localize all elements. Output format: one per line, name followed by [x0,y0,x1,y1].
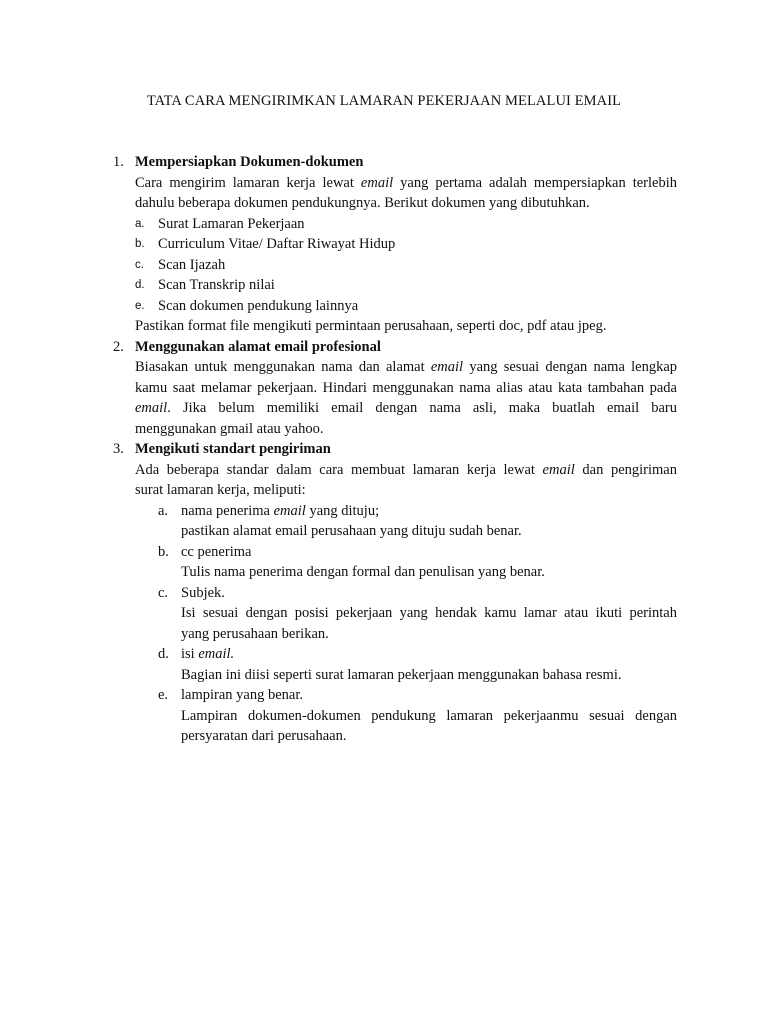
list-item-description: pastikan alamat email perusahaan yang dituju sudah benar. [181,523,522,539]
section-heading: Menggunakan alamat email profesional [135,339,381,355]
section-heading: Mempersiapkan Dokumen-dokumen [135,154,364,170]
paragraph-line: menggunakan gmail atau yahoo. [135,421,324,437]
list-item-description: yang perusahaan berikan. [181,626,329,642]
list-marker: c. [158,585,169,601]
list-marker: e. [158,687,169,703]
list-item-description: Tulis nama penerima dengan formal dan penulisan yang benar. [181,564,545,580]
list-marker: b. [158,544,169,560]
paragraph-line: surat lamaran kerja, meliputi: [135,482,306,498]
document-title: TATA CARA MENGIRIMKAN LAMARAN PEKERJAAN MELALUI EMAIL [146,93,622,109]
list-item-title: Subjek. [181,585,225,601]
list-marker: b. [135,238,145,250]
list-item: Scan Transkrip nilai [158,277,275,293]
list-item: Scan Ijazah [158,257,226,273]
paragraph-line: Pastikan format file mengikuti permintaan perusahaan, seperti doc, pdf atau jpeg. [135,318,607,334]
list-marker: d. [158,646,169,662]
paragraph-line: kamu saat melamar pekerjaan. Hindari menggunakan nama alias atau kata tambahan pada [135,380,677,396]
paragraph-line: Ada beberapa standar dalam cara membuat lamaran kerja lewat email dan pengiriman [135,462,677,478]
paragraph-line: Biasakan untuk menggunakan nama dan alamat email yang sesuai dengan nama lengkap [135,359,678,375]
paragraph-line: dahulu beberapa dokumen pendukungnya. Berikut dokumen yang dibutuhkan. [135,195,590,211]
list-item: Scan dokumen pendukung lainnya [158,298,359,314]
list-item-description: Bagian ini diisi seperti surat lamaran pekerjaan menggunakan bahasa resmi. [181,667,622,683]
list-item-description: persyaratan dari perusahaan. [181,728,347,744]
list-marker: a. [135,218,145,230]
list-marker: a. [158,503,169,519]
list-item-title: isi email. [181,646,235,662]
list-item-title: cc penerima [181,544,252,560]
paragraph-line: email. Jika belum memiliki email dengan nama asli, maka buatlah email baru [135,400,677,416]
list-item-title: lampiran yang benar. [181,687,303,703]
list-item-title: nama penerima email yang dituju; [181,503,380,519]
list-item-description: Lampiran dokumen-dokumen pendukung lamaran pekerjaanmu sesuai dengan [181,708,677,724]
list-marker: d. [135,279,145,291]
list-item: Surat Lamaran Pekerjaan [158,216,305,232]
paragraph-line: Cara mengirim lamaran kerja lewat email yang pertama adalah mempersiapkan terlebih [135,175,677,191]
list-item: Curriculum Vitae/ Daftar Riwayat Hidup [158,236,396,252]
section-number: 2. [113,339,124,355]
section-number: 3. [113,441,124,457]
section-number: 1. [113,154,124,170]
section-heading: Mengikuti standart pengiriman [135,441,331,457]
list-marker: c. [135,259,144,271]
list-marker: e. [135,300,145,312]
list-item-description: Isi sesuai dengan posisi pekerjaan yang hendak kamu lamar atau ikuti perintah [181,605,677,621]
